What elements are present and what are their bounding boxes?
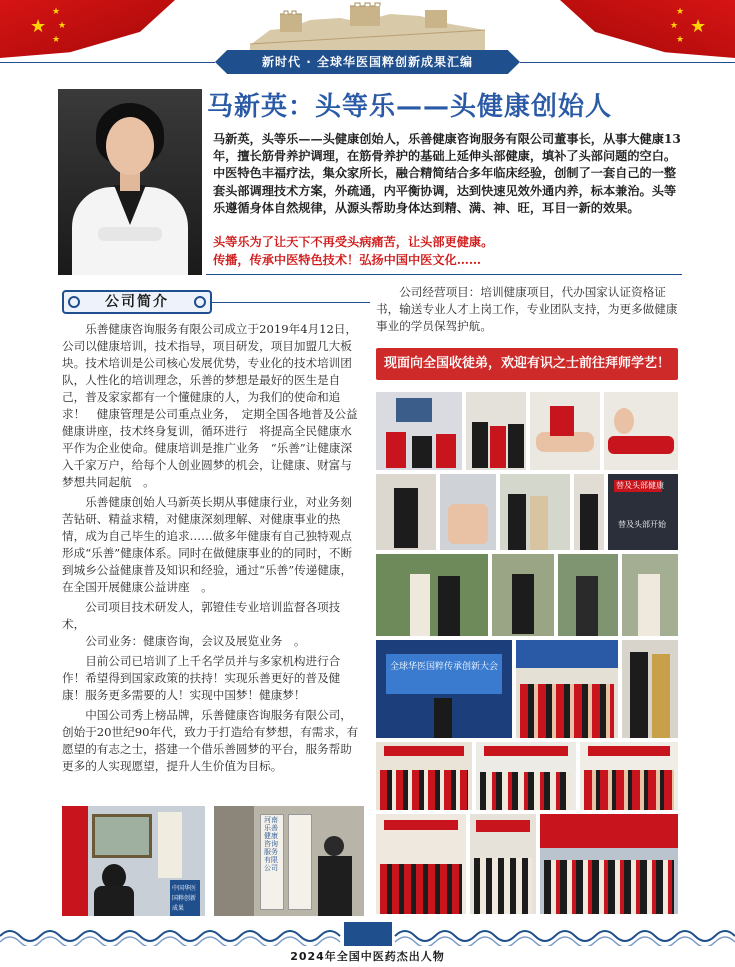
group-photo — [376, 814, 466, 914]
outdoor-photo — [622, 554, 678, 636]
star-icon: ★ — [676, 35, 685, 45]
recruit-banner — [376, 348, 678, 380]
class-photo — [574, 474, 604, 550]
footer-block — [344, 922, 392, 946]
award-ceremony-photo — [622, 640, 678, 738]
slogan-line-1: 头等乐为了让天下不再受头病痛苦，让头部更健康。 — [213, 235, 494, 249]
red-flag-right — [560, 0, 735, 58]
star-icon: ★ — [690, 16, 707, 37]
group-photo — [476, 742, 576, 810]
hero-divider — [206, 274, 682, 275]
slogan-line-2: 传播，传承中医特色技术！弘扬中国中医文化…… — [213, 253, 482, 267]
group-photo — [580, 742, 678, 810]
award-sign-caption: 河南乐善健康咨询服务有限公司 — [264, 816, 278, 872]
profile-paragraph: 目前公司已培训了上千名学员并与多家机构进行合作！希望得到国家政策的扶持！实现乐善更好的普及健康！服务更多需要的人！实现中国梦！健康梦！ — [62, 654, 341, 702]
star-icon: ★ — [58, 21, 67, 31]
group-photo — [376, 742, 472, 810]
company-profile-text — [62, 321, 362, 775]
display-board-caption: 中国华医国粹创新成果 — [172, 885, 197, 912]
outdoor-photo — [492, 554, 554, 636]
profile-paragraph: 公司项目技术研发人，郭镫佳专业培训监督各项技术， — [62, 600, 341, 631]
header-band-text: 新时代 · 全球华医国粹创新成果汇编 — [262, 55, 473, 69]
class-photo — [376, 474, 436, 550]
page-title: 马新英：头等乐——头健康创始人 — [207, 92, 613, 122]
profile-paragraph: 中国公司秀上榜品牌，乐善健康咨询服务有限公司，创始于20世纪90年代，致力于打造给有梦想，有需求，有愿望的有志之士，搭建一个借乐善圆梦的平台，服务帮助更多的人实现愿望，提升人生价值为目标。 — [62, 708, 359, 773]
profile-paragraph: 公司业务：健康咨询，会议及展览业务 。 — [85, 634, 306, 648]
group-photo — [540, 814, 678, 914]
red-flag-left — [0, 0, 175, 58]
class-photo — [500, 474, 570, 550]
header-rule-right — [520, 62, 735, 63]
star-icon: ★ — [30, 16, 47, 37]
massage-photo — [530, 392, 600, 470]
class-photo — [440, 474, 496, 550]
recruit-banner-text: 现面向全国收徒弟，欢迎有识之士前往拜师学艺！ — [383, 356, 670, 371]
founder-intro: 马新英，头等乐——头健康创始人，乐善健康咨询服务有限公司董事长，从事大健康13年，擅长筋骨养护调理，在筋骨养护的基础上延伸头部健康，填补了头部问题的空白。中医特色丰福疗法，集众家所长，融合精简结合多年临床经验，创制了一套自己的一整套头部调理技术方案，外疏通，内平衡协调，达到快速见效外通内养，标本兼治。头等乐遵循身体自然规律，从源头帮助身体达到精、满、神、旺，耳目一新的效果。 — [213, 132, 681, 215]
training-photo — [376, 392, 462, 470]
head-photo-caption-bottom: 替及头部开始 — [618, 520, 666, 529]
great-wall-illustration — [250, 0, 485, 50]
massage-photo — [604, 392, 678, 470]
conference-photo — [376, 640, 512, 738]
business-scope-text: 公司经营项目：培训健康项目，代办国家认证资格证书，输送专业人才上岗工作，专业团队支持，为更多做健康事业的学员保驾护航。 — [376, 285, 678, 333]
outdoor-photo — [558, 554, 618, 636]
profile-paragraph: 乐善健康咨询服务有限公司成立于2019年4月12日，公司以健康培训，技术指导，项目研发，项目加盟几大板块。技术培训是公司核心发展优势，专业化的技术培训团队，人性化的培训理念，乐善的梦想是最好的医生是自己，普及家家都有一个懂健康的人，为我们的使命和追求！ 健康管理是公司重点业务， 定期全国各地普及公益健康讲座，技术终身复训，循环进行 将提高全民健康水平作为企业使命。健康培训是推广业务 “乐善”让健康深入千家万户，给每个人创业圆梦的机会，让健康、财富与梦想共同起航 。 — [62, 322, 358, 489]
page-header — [0, 0, 735, 76]
conference-caption: 全球华医国粹传承创新大会 — [390, 662, 499, 672]
founder-portrait — [58, 89, 202, 275]
header-rule-left — [0, 62, 215, 63]
class-photo — [470, 814, 536, 914]
section-rule — [212, 302, 370, 303]
section-title: 公司简介 — [105, 294, 169, 310]
head-photo-caption-top: 替及头部健康 — [616, 481, 664, 490]
star-icon: ★ — [52, 7, 61, 17]
speaker-photo — [62, 806, 205, 916]
head-health-photo — [608, 474, 678, 550]
profile-paragraph: 乐善健康创始人马新英长期从事健康行业，对业务刻苦钻研、精益求精，对健康深刻理解、对健康事业的热情，成为自己毕生的追求……做多年健康有自己独特观点形成“乐善”健康体系。同时在做健康事业的的同时，不断到城乡公益健康普及知识和经验，通过“乐善”传递健康，在全国开展健康公益讲座 。 — [62, 495, 353, 594]
group-photo — [516, 640, 618, 738]
training-photo — [466, 392, 526, 470]
footer-title: 2024年全国中医药杰出人物 — [290, 950, 445, 963]
outdoor-photo — [376, 554, 488, 636]
star-icon: ★ — [676, 7, 685, 17]
section-heading — [62, 290, 212, 314]
star-icon: ★ — [52, 35, 61, 45]
star-icon: ★ — [670, 21, 679, 31]
award-photo — [214, 806, 364, 916]
